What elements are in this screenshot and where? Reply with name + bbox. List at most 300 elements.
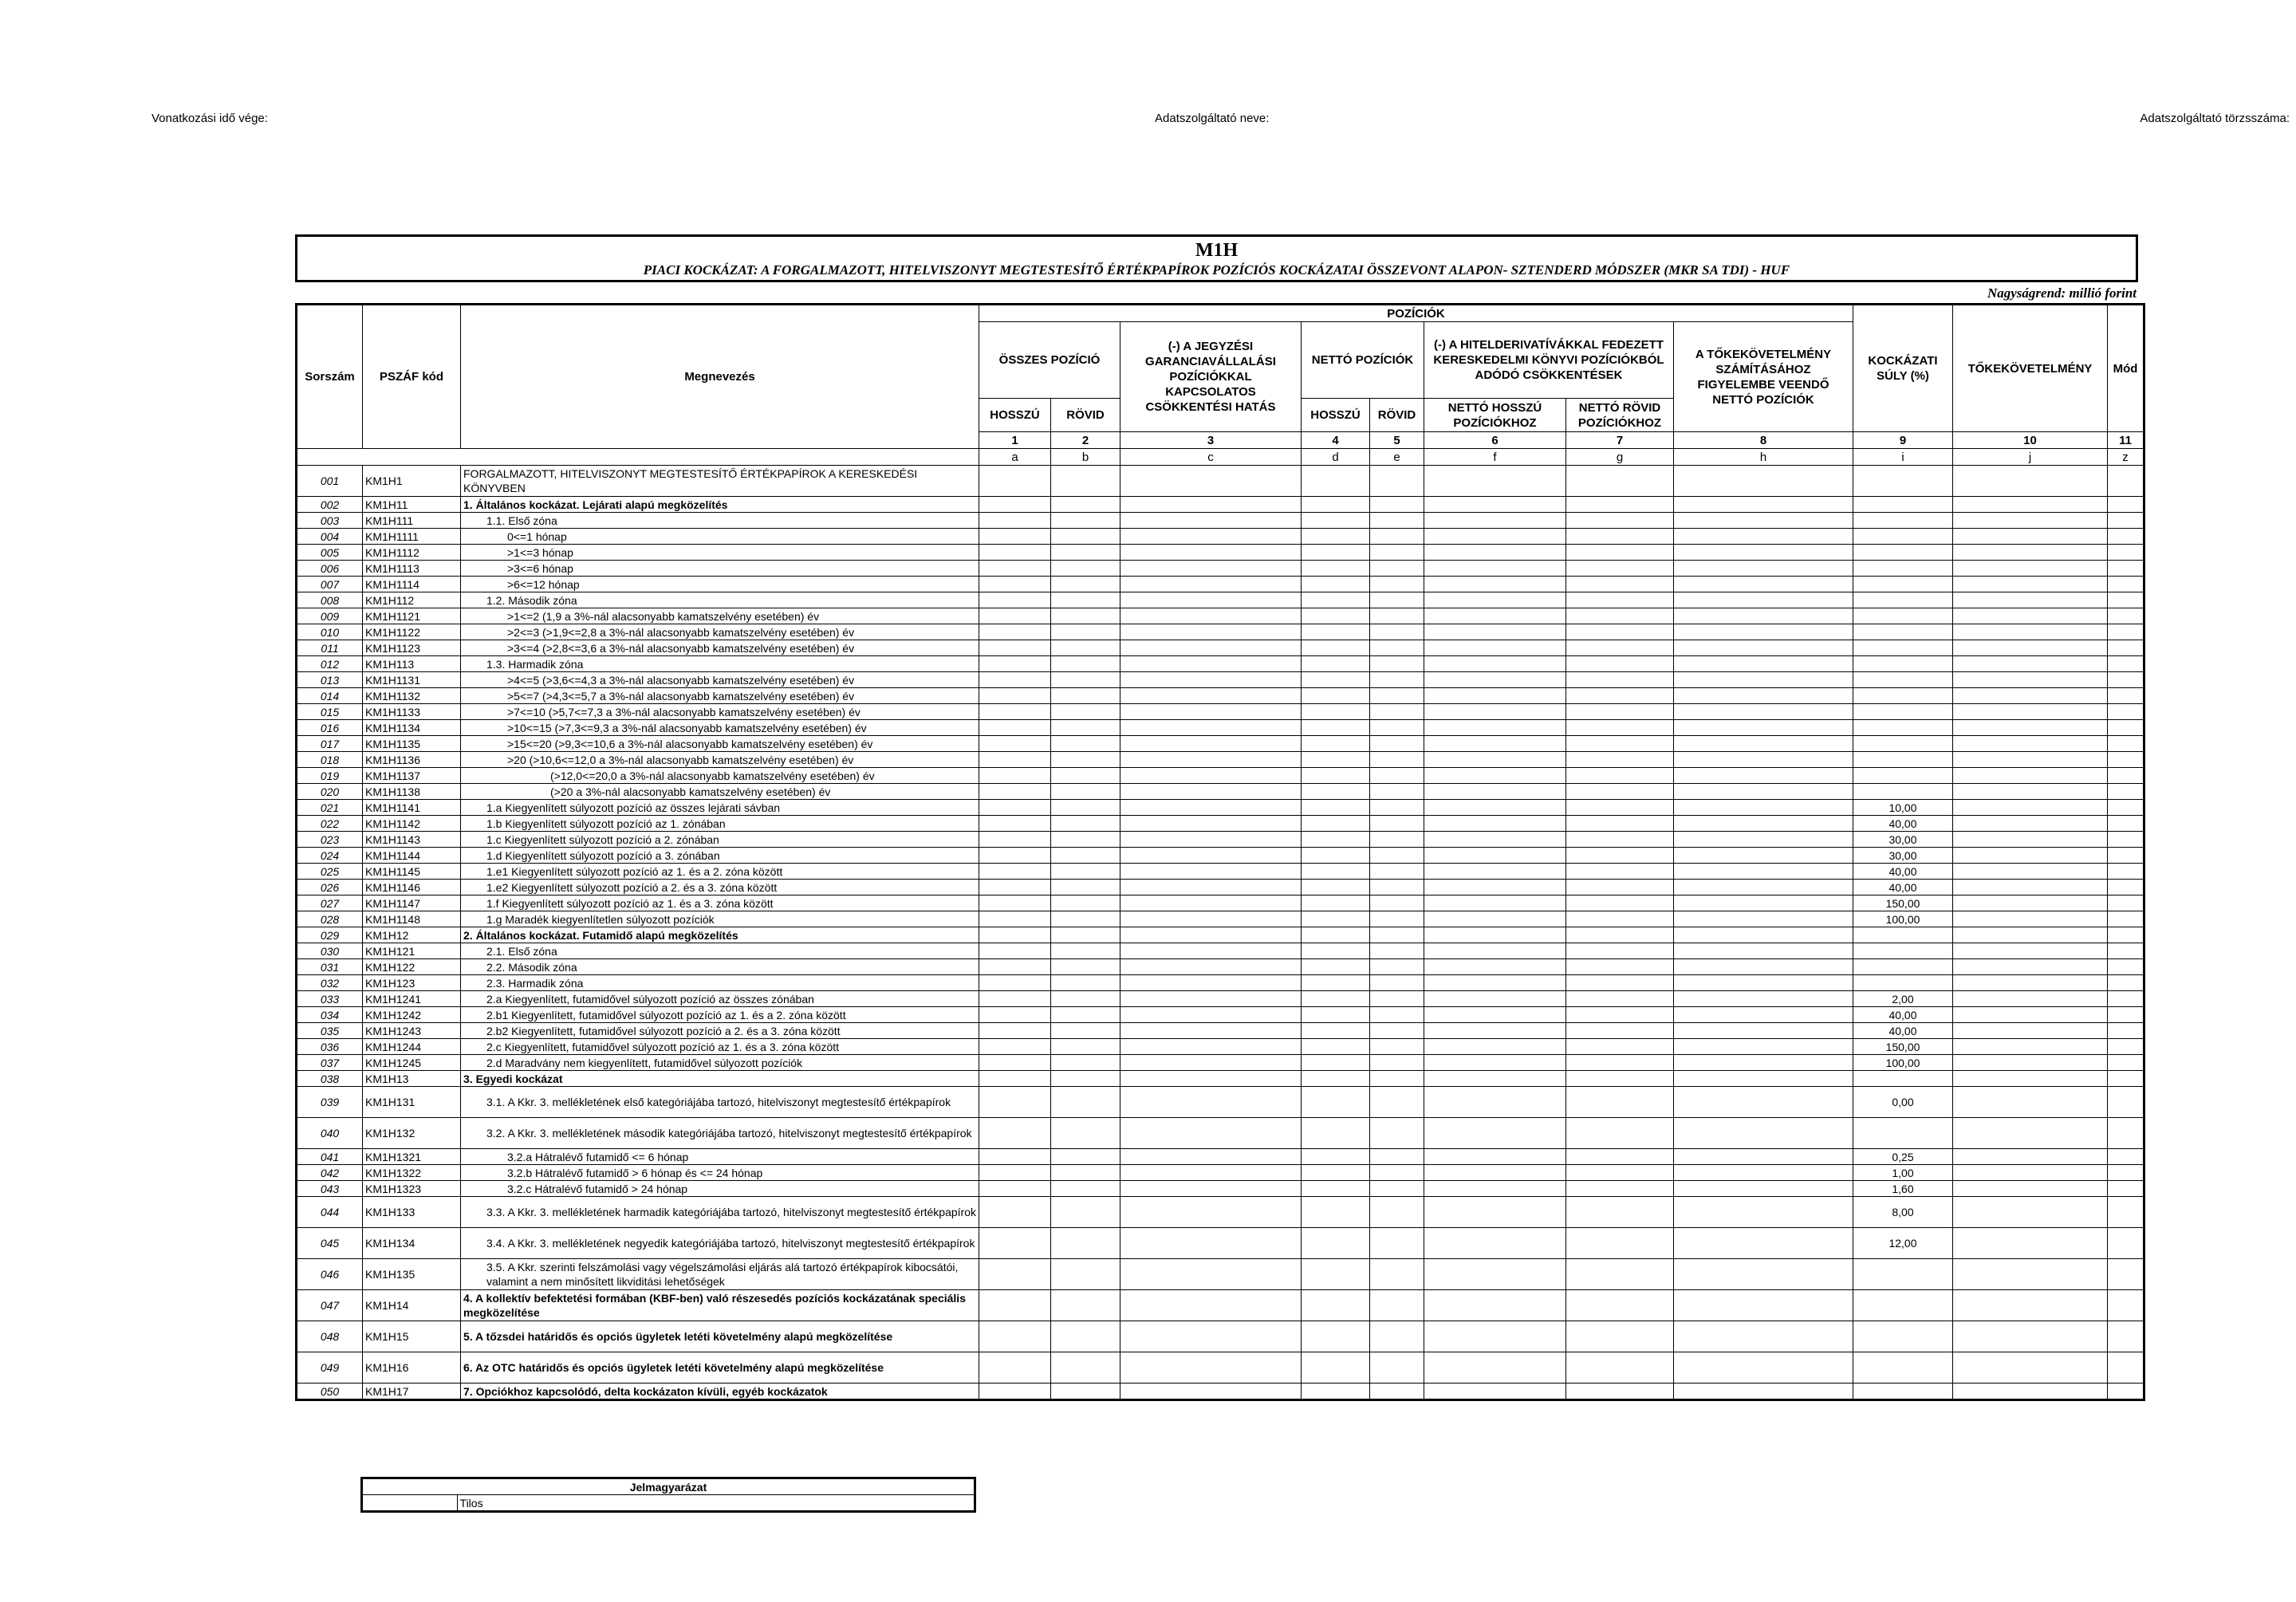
data-cell[interactable]	[1566, 466, 1674, 497]
data-cell[interactable]	[1674, 927, 1853, 943]
data-cell[interactable]	[1674, 577, 1853, 592]
data-cell[interactable]	[1566, 1039, 1674, 1055]
data-cell[interactable]	[1120, 848, 1302, 864]
data-cell[interactable]	[1566, 1384, 1674, 1400]
data-cell[interactable]	[1051, 1149, 1120, 1165]
data-cell[interactable]	[1566, 880, 1674, 895]
data-cell[interactable]	[1674, 497, 1853, 513]
data-cell[interactable]	[1953, 911, 2108, 927]
data-cell[interactable]	[1302, 592, 1370, 608]
data-cell[interactable]	[1302, 624, 1370, 640]
data-cell[interactable]	[1120, 880, 1302, 895]
data-cell[interactable]	[1302, 656, 1370, 672]
data-cell[interactable]	[1051, 577, 1120, 592]
data-cell[interactable]	[2108, 895, 2144, 911]
data-cell[interactable]	[1051, 1071, 1120, 1087]
data-cell[interactable]	[1051, 672, 1120, 688]
data-cell[interactable]	[1674, 1071, 1853, 1087]
data-cell[interactable]	[1953, 1321, 2108, 1352]
data-cell[interactable]	[1953, 927, 2108, 943]
data-cell[interactable]	[1370, 991, 1424, 1007]
data-cell[interactable]	[1120, 991, 1302, 1007]
data-cell[interactable]	[2108, 672, 2144, 688]
data-cell[interactable]	[1120, 577, 1302, 592]
data-cell[interactable]	[979, 1023, 1051, 1039]
data-cell[interactable]	[2108, 545, 2144, 561]
data-cell[interactable]	[1566, 577, 1674, 592]
data-cell[interactable]	[1370, 466, 1424, 497]
data-cell[interactable]	[1566, 1352, 1674, 1384]
data-cell[interactable]	[1953, 1039, 2108, 1055]
data-cell[interactable]	[1424, 513, 1566, 529]
data-cell[interactable]	[1674, 1352, 1853, 1384]
data-cell[interactable]	[1120, 864, 1302, 880]
data-cell[interactable]	[1424, 656, 1566, 672]
data-cell[interactable]	[1120, 895, 1302, 911]
data-cell[interactable]	[1424, 895, 1566, 911]
data-cell[interactable]	[1370, 608, 1424, 624]
data-cell[interactable]	[1674, 624, 1853, 640]
data-cell[interactable]	[1566, 911, 1674, 927]
data-cell[interactable]	[1566, 561, 1674, 577]
data-cell[interactable]	[1566, 1181, 1674, 1197]
data-cell[interactable]	[1424, 816, 1566, 832]
data-cell[interactable]	[1120, 688, 1302, 704]
data-cell[interactable]	[1120, 592, 1302, 608]
data-cell[interactable]	[1120, 497, 1302, 513]
data-cell[interactable]	[1953, 720, 2108, 736]
data-cell[interactable]	[1566, 592, 1674, 608]
data-cell[interactable]	[1674, 1290, 1853, 1321]
data-cell[interactable]	[1953, 672, 2108, 688]
data-cell[interactable]	[1566, 800, 1674, 816]
data-cell[interactable]	[1953, 1290, 2108, 1321]
data-cell[interactable]	[2108, 561, 2144, 577]
data-cell[interactable]	[1953, 529, 2108, 545]
data-cell[interactable]	[1051, 466, 1120, 497]
data-cell[interactable]	[1120, 608, 1302, 624]
data-cell[interactable]	[1424, 1290, 1566, 1321]
data-cell[interactable]	[979, 768, 1051, 784]
data-cell[interactable]	[2108, 752, 2144, 768]
data-cell[interactable]	[1302, 688, 1370, 704]
data-cell[interactable]	[1424, 1228, 1566, 1259]
data-cell[interactable]	[1370, 1055, 1424, 1071]
data-cell[interactable]	[1674, 1007, 1853, 1023]
data-cell[interactable]	[1953, 561, 2108, 577]
data-cell[interactable]	[1424, 848, 1566, 864]
data-cell[interactable]	[1302, 927, 1370, 943]
data-cell[interactable]	[1051, 911, 1120, 927]
data-cell[interactable]	[2108, 608, 2144, 624]
data-cell[interactable]	[1051, 895, 1120, 911]
data-cell[interactable]	[1120, 1352, 1302, 1384]
data-cell[interactable]	[1370, 1197, 1424, 1228]
data-cell[interactable]	[1370, 864, 1424, 880]
data-cell[interactable]	[1051, 1352, 1120, 1384]
data-cell[interactable]	[1302, 768, 1370, 784]
data-cell[interactable]	[1566, 720, 1674, 736]
data-cell[interactable]	[1120, 1039, 1302, 1055]
data-cell[interactable]	[1424, 672, 1566, 688]
data-cell[interactable]	[1302, 1023, 1370, 1039]
data-cell[interactable]	[1120, 1197, 1302, 1228]
data-cell[interactable]	[1051, 848, 1120, 864]
data-cell[interactable]	[1424, 1055, 1566, 1071]
data-cell[interactable]	[1051, 816, 1120, 832]
data-cell[interactable]	[979, 720, 1051, 736]
data-cell[interactable]	[1051, 1023, 1120, 1039]
data-cell[interactable]	[2108, 1352, 2144, 1384]
data-cell[interactable]	[1370, 1259, 1424, 1290]
data-cell[interactable]	[1674, 720, 1853, 736]
data-cell[interactable]	[1566, 943, 1674, 959]
data-cell[interactable]	[1424, 561, 1566, 577]
data-cell[interactable]	[1120, 832, 1302, 848]
data-cell[interactable]	[1424, 529, 1566, 545]
data-cell[interactable]	[1051, 608, 1120, 624]
data-cell[interactable]	[1424, 800, 1566, 816]
data-cell[interactable]	[979, 895, 1051, 911]
data-cell[interactable]	[1424, 752, 1566, 768]
data-cell[interactable]	[1302, 561, 1370, 577]
data-cell[interactable]	[1953, 1007, 2108, 1023]
data-cell[interactable]	[1566, 672, 1674, 688]
data-cell[interactable]	[1566, 704, 1674, 720]
data-cell[interactable]	[1674, 959, 1853, 975]
data-cell[interactable]	[1370, 975, 1424, 991]
data-cell[interactable]	[2108, 1087, 2144, 1118]
data-cell[interactable]	[2108, 736, 2144, 752]
data-cell[interactable]	[979, 752, 1051, 768]
data-cell[interactable]	[1566, 656, 1674, 672]
data-cell[interactable]	[979, 991, 1051, 1007]
data-cell[interactable]	[2108, 975, 2144, 991]
data-cell[interactable]	[1120, 1228, 1302, 1259]
data-cell[interactable]	[1424, 704, 1566, 720]
data-cell[interactable]	[1051, 1228, 1120, 1259]
data-cell[interactable]	[2108, 1259, 2144, 1290]
data-cell[interactable]	[1674, 640, 1853, 656]
data-cell[interactable]	[979, 800, 1051, 816]
data-cell[interactable]	[1424, 975, 1566, 991]
data-cell[interactable]	[1424, 943, 1566, 959]
data-cell[interactable]	[1674, 880, 1853, 895]
data-cell[interactable]	[1051, 880, 1120, 895]
data-cell[interactable]	[2108, 513, 2144, 529]
data-cell[interactable]	[2108, 959, 2144, 975]
data-cell[interactable]	[1370, 816, 1424, 832]
data-cell[interactable]	[979, 832, 1051, 848]
data-cell[interactable]	[1302, 720, 1370, 736]
data-cell[interactable]	[1566, 1197, 1674, 1228]
data-cell[interactable]	[979, 1197, 1051, 1228]
data-cell[interactable]	[1424, 688, 1566, 704]
data-cell[interactable]	[1302, 1149, 1370, 1165]
data-cell[interactable]	[1302, 784, 1370, 800]
data-cell[interactable]	[1566, 975, 1674, 991]
data-cell[interactable]	[1302, 545, 1370, 561]
data-cell[interactable]	[1424, 1181, 1566, 1197]
data-cell[interactable]	[1370, 752, 1424, 768]
data-cell[interactable]	[979, 816, 1051, 832]
data-cell[interactable]	[1370, 1023, 1424, 1039]
data-cell[interactable]	[1302, 991, 1370, 1007]
data-cell[interactable]	[1370, 688, 1424, 704]
data-cell[interactable]	[1051, 1039, 1120, 1055]
data-cell[interactable]	[1370, 561, 1424, 577]
data-cell[interactable]	[1424, 768, 1566, 784]
data-cell[interactable]	[1566, 545, 1674, 561]
data-cell[interactable]	[1953, 800, 2108, 816]
data-cell[interactable]	[1120, 911, 1302, 927]
data-cell[interactable]	[979, 1384, 1051, 1400]
data-cell[interactable]	[979, 864, 1051, 880]
data-cell[interactable]	[979, 911, 1051, 927]
data-cell[interactable]	[1424, 577, 1566, 592]
data-cell[interactable]	[1953, 1352, 2108, 1384]
data-cell[interactable]	[1566, 784, 1674, 800]
data-cell[interactable]	[1120, 1384, 1302, 1400]
data-cell[interactable]	[1051, 1055, 1120, 1071]
data-cell[interactable]	[1566, 832, 1674, 848]
data-cell[interactable]	[1674, 943, 1853, 959]
data-cell[interactable]	[2108, 688, 2144, 704]
data-cell[interactable]	[1953, 1165, 2108, 1181]
data-cell[interactable]	[1566, 1118, 1674, 1149]
data-cell[interactable]	[1120, 1007, 1302, 1023]
data-cell[interactable]	[1051, 927, 1120, 943]
data-cell[interactable]	[1424, 1321, 1566, 1352]
data-cell[interactable]	[1302, 497, 1370, 513]
data-cell[interactable]	[1302, 608, 1370, 624]
data-cell[interactable]	[1424, 1165, 1566, 1181]
data-cell[interactable]	[1051, 720, 1120, 736]
data-cell[interactable]	[979, 577, 1051, 592]
data-cell[interactable]	[979, 1228, 1051, 1259]
data-cell[interactable]	[1120, 1165, 1302, 1181]
data-cell[interactable]	[1424, 1384, 1566, 1400]
data-cell[interactable]	[1674, 816, 1853, 832]
data-cell[interactable]	[1424, 1259, 1566, 1290]
data-cell[interactable]	[1566, 1087, 1674, 1118]
data-cell[interactable]	[1051, 529, 1120, 545]
data-cell[interactable]	[1424, 927, 1566, 943]
data-cell[interactable]	[979, 513, 1051, 529]
data-cell[interactable]	[979, 704, 1051, 720]
data-cell[interactable]	[1566, 895, 1674, 911]
data-cell[interactable]	[1566, 1259, 1674, 1290]
data-cell[interactable]	[1566, 1149, 1674, 1165]
data-cell[interactable]	[2108, 880, 2144, 895]
data-cell[interactable]	[1566, 1228, 1674, 1259]
data-cell[interactable]	[1953, 513, 2108, 529]
data-cell[interactable]	[1051, 1384, 1120, 1400]
data-cell[interactable]	[1120, 672, 1302, 688]
data-cell[interactable]	[2108, 1118, 2144, 1149]
data-cell[interactable]	[1051, 497, 1120, 513]
data-cell[interactable]	[1120, 1071, 1302, 1087]
data-cell[interactable]	[1302, 1071, 1370, 1087]
data-cell[interactable]	[1953, 640, 2108, 656]
data-cell[interactable]	[979, 784, 1051, 800]
data-cell[interactable]	[1120, 800, 1302, 816]
data-cell[interactable]	[1953, 880, 2108, 895]
data-cell[interactable]	[1674, 1197, 1853, 1228]
data-cell[interactable]	[1953, 1149, 2108, 1165]
data-cell[interactable]	[1302, 752, 1370, 768]
data-cell[interactable]	[979, 497, 1051, 513]
data-cell[interactable]	[1566, 991, 1674, 1007]
data-cell[interactable]	[979, 608, 1051, 624]
data-cell[interactable]	[979, 959, 1051, 975]
data-cell[interactable]	[1051, 864, 1120, 880]
data-cell[interactable]	[1674, 832, 1853, 848]
data-cell[interactable]	[1566, 1071, 1674, 1087]
data-cell[interactable]	[1370, 513, 1424, 529]
data-cell[interactable]	[1566, 1165, 1674, 1181]
data-cell[interactable]	[1302, 1055, 1370, 1071]
data-cell[interactable]	[1370, 656, 1424, 672]
data-cell[interactable]	[1302, 1087, 1370, 1118]
data-cell[interactable]	[1051, 943, 1120, 959]
data-cell[interactable]	[2108, 529, 2144, 545]
data-cell[interactable]	[1674, 592, 1853, 608]
data-cell[interactable]	[979, 529, 1051, 545]
data-cell[interactable]	[1674, 752, 1853, 768]
data-cell[interactable]	[1953, 895, 2108, 911]
data-cell[interactable]	[1424, 640, 1566, 656]
data-cell[interactable]	[979, 880, 1051, 895]
data-cell[interactable]	[1424, 592, 1566, 608]
data-cell[interactable]	[1051, 656, 1120, 672]
data-cell[interactable]	[1051, 1321, 1120, 1352]
data-cell[interactable]	[1370, 784, 1424, 800]
data-cell[interactable]	[1566, 624, 1674, 640]
data-cell[interactable]	[1953, 656, 2108, 672]
data-cell[interactable]	[1370, 1118, 1424, 1149]
data-cell[interactable]	[1051, 513, 1120, 529]
data-cell[interactable]	[1370, 959, 1424, 975]
data-cell[interactable]	[1424, 1071, 1566, 1087]
data-cell[interactable]	[2108, 943, 2144, 959]
data-cell[interactable]	[1051, 561, 1120, 577]
data-cell[interactable]	[1051, 959, 1120, 975]
data-cell[interactable]	[1674, 1384, 1853, 1400]
data-cell[interactable]	[1051, 704, 1120, 720]
data-cell[interactable]	[1051, 768, 1120, 784]
data-cell[interactable]	[1120, 1259, 1302, 1290]
data-cell[interactable]	[1566, 608, 1674, 624]
data-cell[interactable]	[1424, 736, 1566, 752]
data-cell[interactable]	[1370, 848, 1424, 864]
data-cell[interactable]	[1370, 577, 1424, 592]
data-cell[interactable]	[1051, 1007, 1120, 1023]
data-cell[interactable]	[2108, 800, 2144, 816]
data-cell[interactable]	[1424, 911, 1566, 927]
data-cell[interactable]	[1566, 497, 1674, 513]
data-cell[interactable]	[979, 545, 1051, 561]
data-cell[interactable]	[1051, 832, 1120, 848]
data-cell[interactable]	[1120, 704, 1302, 720]
data-cell[interactable]	[1051, 1290, 1120, 1321]
data-cell[interactable]	[1424, 1023, 1566, 1039]
data-cell[interactable]	[1424, 1118, 1566, 1149]
data-cell[interactable]	[1424, 784, 1566, 800]
data-cell[interactable]	[1302, 704, 1370, 720]
data-cell[interactable]	[1302, 513, 1370, 529]
data-cell[interactable]	[1674, 704, 1853, 720]
data-cell[interactable]	[979, 848, 1051, 864]
data-cell[interactable]	[979, 927, 1051, 943]
data-cell[interactable]	[2108, 1197, 2144, 1228]
data-cell[interactable]	[1953, 1197, 2108, 1228]
data-cell[interactable]	[979, 592, 1051, 608]
data-cell[interactable]	[1120, 529, 1302, 545]
data-cell[interactable]	[979, 1087, 1051, 1118]
data-cell[interactable]	[1566, 848, 1674, 864]
data-cell[interactable]	[1674, 672, 1853, 688]
data-cell[interactable]	[1674, 1149, 1853, 1165]
data-cell[interactable]	[1953, 577, 2108, 592]
data-cell[interactable]	[1120, 513, 1302, 529]
data-cell[interactable]	[1051, 800, 1120, 816]
data-cell[interactable]	[979, 1039, 1051, 1055]
data-cell[interactable]	[1302, 880, 1370, 895]
data-cell[interactable]	[1424, 466, 1566, 497]
data-cell[interactable]	[1674, 975, 1853, 991]
data-cell[interactable]	[1051, 1165, 1120, 1181]
data-cell[interactable]	[1302, 959, 1370, 975]
data-cell[interactable]	[2108, 720, 2144, 736]
data-cell[interactable]	[1370, 1165, 1424, 1181]
data-cell[interactable]	[2108, 1384, 2144, 1400]
data-cell[interactable]	[1566, 1055, 1674, 1071]
data-cell[interactable]	[1953, 1181, 2108, 1197]
data-cell[interactable]	[1424, 1007, 1566, 1023]
data-cell[interactable]	[1953, 816, 2108, 832]
data-cell[interactable]	[1370, 704, 1424, 720]
data-cell[interactable]	[1051, 736, 1120, 752]
data-cell[interactable]	[1953, 975, 2108, 991]
data-cell[interactable]	[2108, 1165, 2144, 1181]
data-cell[interactable]	[1674, 1259, 1853, 1290]
data-cell[interactable]	[979, 975, 1051, 991]
data-cell[interactable]	[1302, 943, 1370, 959]
data-cell[interactable]	[1674, 895, 1853, 911]
data-cell[interactable]	[979, 688, 1051, 704]
data-cell[interactable]	[1674, 848, 1853, 864]
data-cell[interactable]	[2108, 991, 2144, 1007]
data-cell[interactable]	[2108, 848, 2144, 864]
data-cell[interactable]	[1302, 466, 1370, 497]
data-cell[interactable]	[1051, 1087, 1120, 1118]
data-cell[interactable]	[1302, 1181, 1370, 1197]
data-cell[interactable]	[1674, 991, 1853, 1007]
data-cell[interactable]	[1370, 1384, 1424, 1400]
data-cell[interactable]	[1370, 529, 1424, 545]
data-cell[interactable]	[1120, 927, 1302, 943]
data-cell[interactable]	[1302, 640, 1370, 656]
data-cell[interactable]	[1051, 1181, 1120, 1197]
data-cell[interactable]	[1424, 959, 1566, 975]
data-cell[interactable]	[1674, 800, 1853, 816]
data-cell[interactable]	[1953, 1259, 2108, 1290]
data-cell[interactable]	[979, 1071, 1051, 1087]
data-cell[interactable]	[1424, 720, 1566, 736]
data-cell[interactable]	[1566, 1023, 1674, 1039]
data-cell[interactable]	[1120, 545, 1302, 561]
